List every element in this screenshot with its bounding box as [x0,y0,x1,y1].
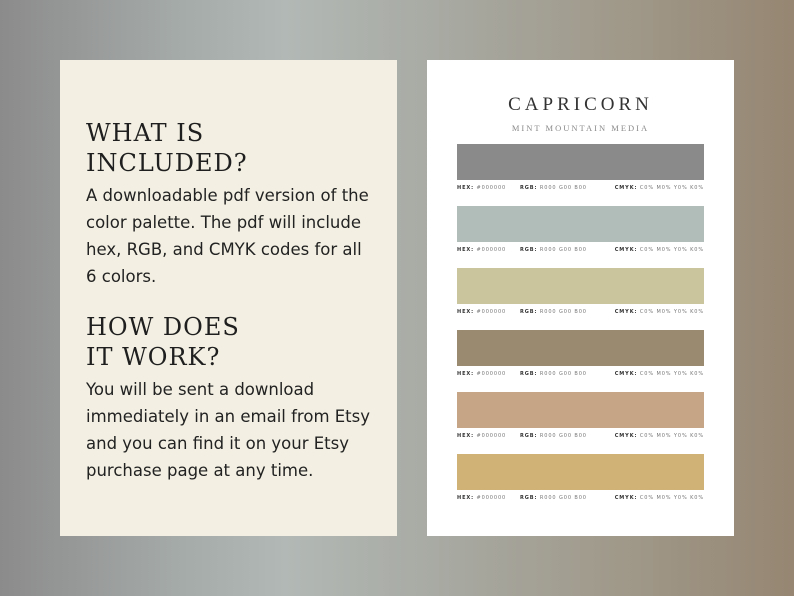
rgb-code: RGB: R000 G00 B00 [520,247,587,253]
cmyk-code: CMYK: C0% M0% Y0% K0% [614,309,704,315]
works-text: You will be sent a download immediately in an email from Etsy and you can find it on your Etsy purchase page at any time. [86,380,371,480]
hex-code: HEX: #000000 [457,371,507,377]
color-swatch [457,392,704,428]
swatch-codes [457,308,704,316]
cmyk-code: CMYK: C0% M0% Y0% K0% [614,371,704,377]
swatch-codes [457,432,704,440]
cmyk-code: CMYK: C0% M0% Y0% K0% [614,185,704,191]
color-swatch [457,144,704,180]
included-heading: WHAT IS INCLUDED? [86,119,248,177]
hex-code: HEX: #000000 [457,247,507,253]
rgb-code: RGB: R000 G00 B00 [520,309,587,315]
color-swatch [457,330,704,366]
color-swatch [457,454,704,490]
hex-code: HEX: #000000 [457,433,507,439]
swatch-codes [457,494,704,502]
info-card [60,60,397,536]
hex-code: HEX: #000000 [457,495,507,501]
hex-code: HEX: #000000 [457,185,507,191]
swatch-codes [457,370,704,378]
swatch-codes [457,184,704,192]
rgb-code: RGB: R000 G00 B00 [520,371,587,377]
color-swatch [457,268,704,304]
cmyk-code: CMYK: C0% M0% Y0% K0% [614,247,704,253]
color-swatch [457,206,704,242]
works-heading: HOW DOES IT WORK? [86,313,240,371]
rgb-code: RGB: R000 G00 B00 [520,495,587,501]
palette-subtitle: MINT MOUNTAIN MEDIA [511,123,650,133]
cmyk-code: CMYK: C0% M0% Y0% K0% [614,433,704,439]
rgb-code: RGB: R000 G00 B00 [520,185,587,191]
included-text: A downloadable pdf version of the color palette. The pdf will include hex, RGB, and CMYK codes for all 6 colors. [86,186,369,286]
cmyk-code: CMYK: C0% M0% Y0% K0% [614,495,704,501]
swatch-codes [457,246,704,254]
palette-title: CAPRICORN [508,94,653,115]
rgb-code: RGB: R000 G00 B00 [520,433,587,439]
hex-code: HEX: #000000 [457,309,507,315]
